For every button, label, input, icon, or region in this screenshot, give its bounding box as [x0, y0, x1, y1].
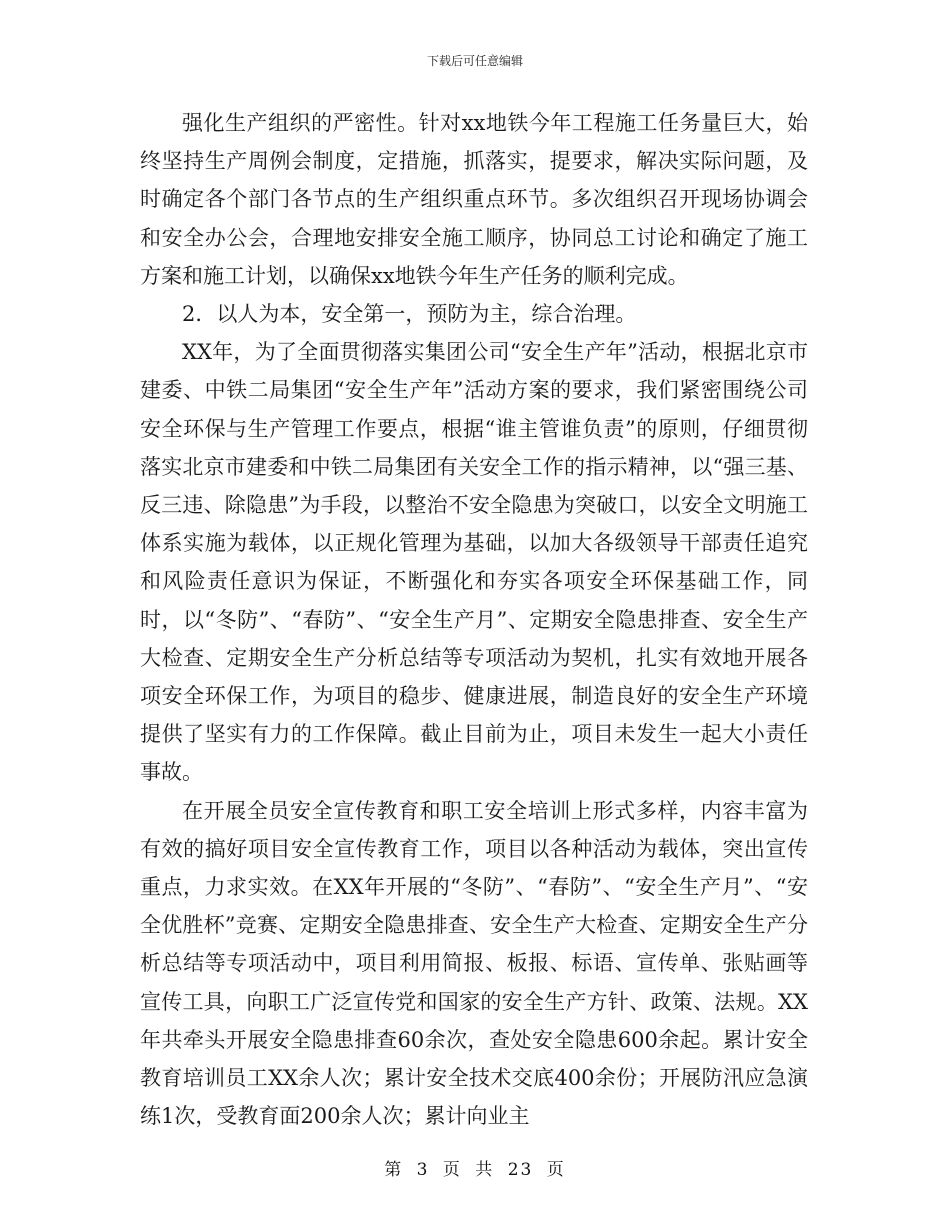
- document-body: [140, 104, 808, 1135]
- page-footer: 第 3 页 共 23 页: [384, 1160, 566, 1180]
- paragraph-3: XX年，为了全面贯彻落实集团公司“安全生产年”活动，根据北京市建委、中铁二局集团“安全生产年”活动方案的要求，我们紧密围绕公司安全环保与生产管理工作要点，根据“谁主管谁负责”的原则，仔细贯彻落实北京市建委和中铁二局集团有关安全工作的指示精神，以“强三基、反三违、除隐患”为手段，以整治不安全隐患为突破口，以安全文明施工体系实施为载体，以正规化管理为基础，以加大各级领导干部责任追究和风险责任意识为保证，不断强化和夯实各项安全环保基础工作，同时，以“冬防”、“春防”、“安全生产月”、定期安全隐患排查、安全生产大检查、定期安全生产分析总结等专项活动为契机，扎实有效地开展各项安全环保工作，为项目的稳步、健康进展，制造良好的安全生产环境提供了坚实有力的工作保障。截止目前为止，项目未发生一起大小责任事故。: [140, 340, 808, 785]
- paragraph-1: 强化生产组织的严密性。针对xx地铁今年工程施工任务量巨大，始终坚持生产周例会制度，定措施，抓落实，提要求，解决实际问题，及时确定各个部门各节点的生产组织重点环节。多次组织召开现场协调会和安全办公会，合理地安排安全施工顺序，协同总工讨论和确定了施工方案和施工计划，以确保xx地铁今年生产任务的顺利完成。: [140, 111, 808, 288]
- paragraph-4: 在开展全员安全宣传教育和职工安全培训上形式多样，内容丰富为有效的搞好项目安全宣传教育工作，项目以各种活动为载体，突出宣传重点，力求实效。在XX年开展的“冬防”、“春防”、“安全生产月”、“安全优胜杯”竞赛、定期安全隐患排查、安全生产大检查、定期安全生产分析总结等专项活动中，项目利用简报、板报、标语、宣传单、张贴画等宣传工具，向职工广泛宣传党和国家的安全生产方针、政策、法规。XX年共牵头开展安全隐患排查60余次，查处安全隐患600余起。累计安全教育培训员工XX余人次；累计安全技术交底400余份；开展防汛应急演练1次，受教育面200余人次；累计向业主: [140, 798, 808, 1129]
- page-header: 下载后可任意编辑: [426, 54, 523, 68]
- paragraph-2: 2．以人为本，安全第一，预防为主，综合治理。: [182, 302, 637, 327]
